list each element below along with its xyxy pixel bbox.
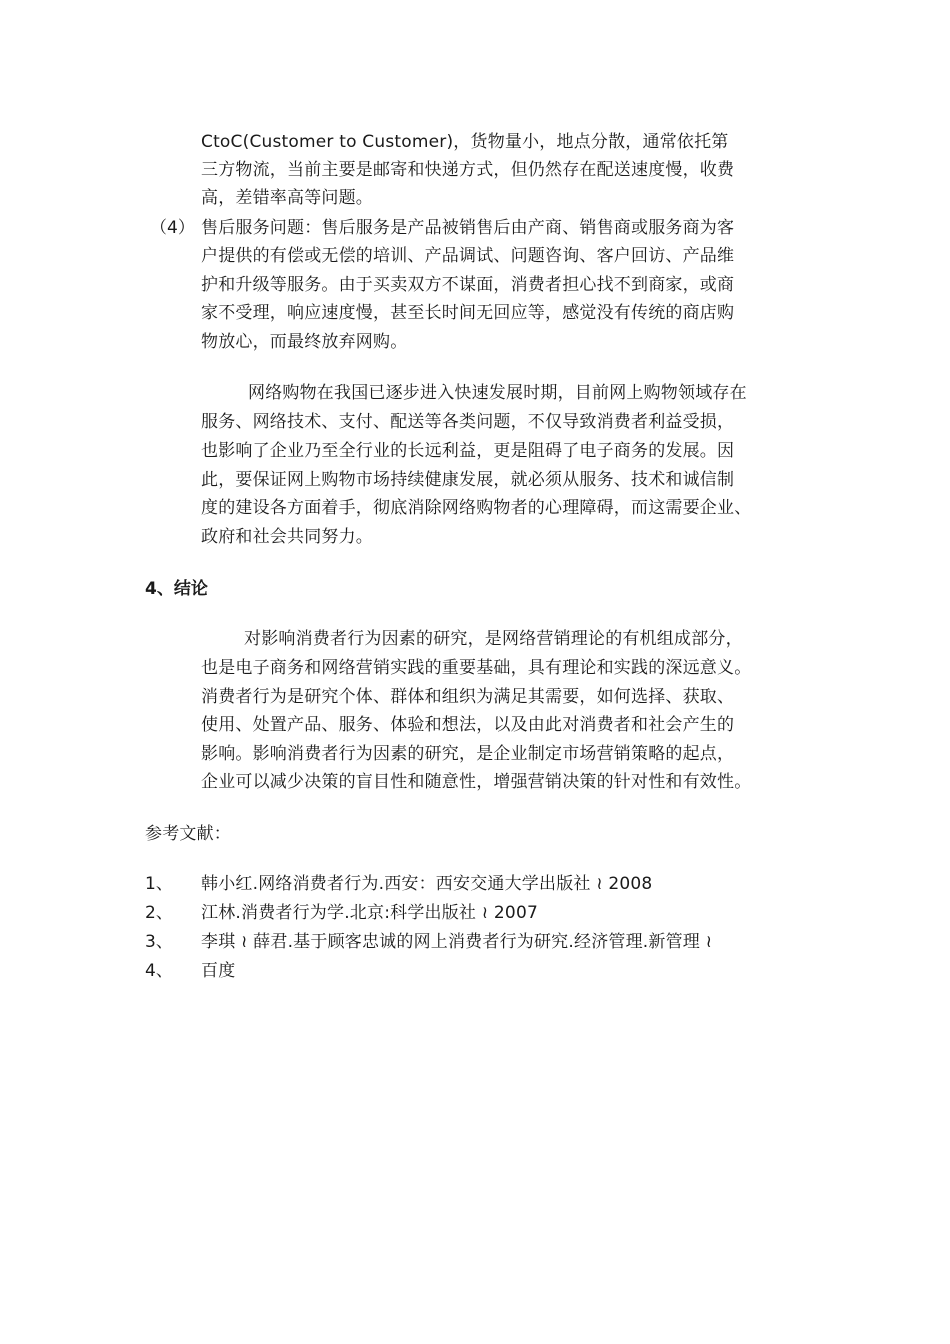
text-line: 消费者行为是研究个体、群体和组织为满足其需要，如何选择、获取、 xyxy=(201,687,735,707)
reference-number: 3、 xyxy=(145,932,173,952)
text-line: 物放心，而最终放弃网购。 xyxy=(201,332,408,352)
reference-number: 4、 xyxy=(145,961,173,981)
reference-text: 李琪 ≀ 薛君.基于顾客忠诚的网上消费者行为研究.经济管理.新管理 ≀ xyxy=(201,932,713,952)
text-line: 使用、处置产品、服务、体验和想法，以及由此对消费者和社会产生的 xyxy=(201,715,735,735)
text-line: 售后服务问题：售后服务是产品被销售后由产商、销售商或服务商为客 xyxy=(201,218,735,238)
text-line: 企业可以减少决策的盲目性和随意性，增强营销决策的针对性和有效性。 xyxy=(201,772,752,792)
reference-number: 2、 xyxy=(145,903,173,923)
text-line: 也是电子商务和网络营销实践的重要基础，具有理论和实践的深远意义。 xyxy=(201,658,752,678)
reference-text: 江林.消费者行为学.北京:科学出版社 ≀ 2007 xyxy=(201,903,538,923)
text-line: 家不受理，响应速度慢，甚至长时间无回应等，感觉没有传统的商店购 xyxy=(201,303,735,323)
list-number: （4） xyxy=(150,218,195,238)
conclusion-heading: 4、结论 xyxy=(145,579,208,599)
text-line: 也影响了企业乃至全行业的长远利益，更是阻碍了电子商务的发展。因 xyxy=(201,441,735,461)
text-line: 对影响消费者行为因素的研究，是网络营销理论的有机组成部分， xyxy=(244,629,743,649)
text-line: 护和升级等服务。由于买卖双方不谋面，消费者担心找不到商家，或商 xyxy=(201,275,735,295)
text-line: 政府和社会共同努力。 xyxy=(201,527,373,547)
reference-number: 1、 xyxy=(145,874,173,894)
text-line: 服务、网络技术、支付、配送等各类问题，不仅导致消费者利益受损， xyxy=(201,412,735,432)
text-line: 度的建设各方面着手，彻底消除网络购物者的心理障碍，而这需要企业、 xyxy=(201,498,752,518)
references-heading: 参考文献： xyxy=(145,824,231,844)
text-line: 三方物流，当前主要是邮寄和快递方式，但仍然存在配送速度慢，收费 xyxy=(201,160,735,180)
text-line: 户提供的有偿或无偿的培训、产品调试、问题咨询、客户回访、产品维 xyxy=(201,246,735,266)
text-line: CtoC(Customer to Customer)，货物量小，地点分散，通常依托第 xyxy=(201,132,729,152)
reference-text: 百度 xyxy=(201,961,236,981)
reference-text: 韩小红.网络消费者行为.西安：西安交通大学出版社 ≀ 2008 xyxy=(201,874,653,894)
text-line: 影响。影响消费者行为因素的研究，是企业制定市场营销策略的起点， xyxy=(201,744,735,764)
text-line: 网络购物在我国已逐步进入快速发展时期，目前网上购物领域存在 xyxy=(248,383,747,403)
text-line: 高，差错率高等问题。 xyxy=(201,188,373,208)
text-line: 此，要保证网上购物市场持续健康发展，就必须从服务、技术和诚信制 xyxy=(201,470,735,490)
